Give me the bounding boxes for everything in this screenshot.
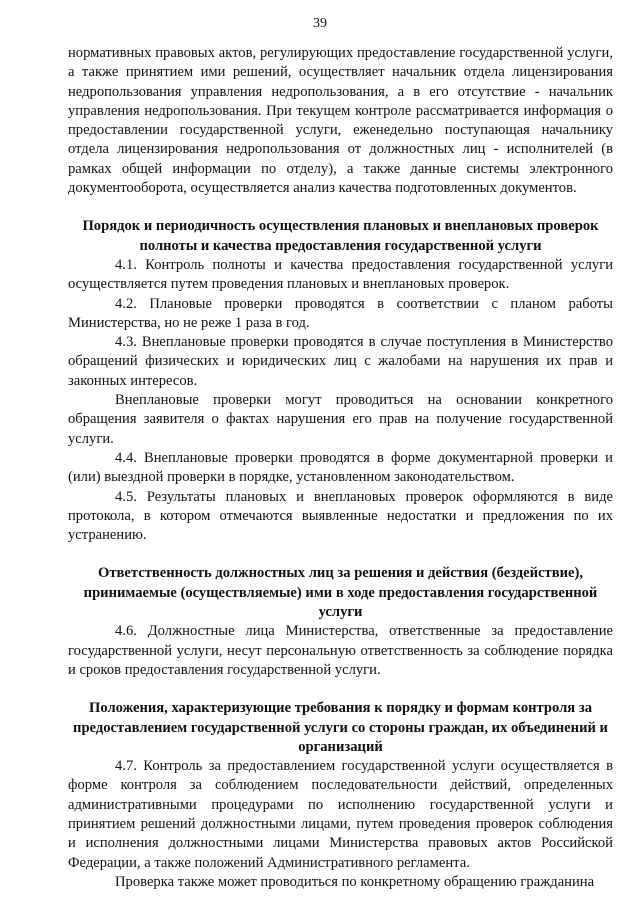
section-heading-responsibility: Ответственность должностных лиц за решения и действия (бездействие), принимаемые (осуществляемые) ими в ходе предоставления государственной услуги xyxy=(83,565,598,621)
paragraph-4-1: 4.1. Контроль полноты и качества предоставления государственной услуги осуществляется путем проведения плановых и внеплановых проверок. xyxy=(68,256,613,293)
section-heading-inspections: Порядок и периодичность осуществления плановых и внеплановых проверок полноты и качества предоставления государственной услуги xyxy=(82,218,599,254)
paragraph-4-4: 4.4. Внеплановые проверки проводятся в форме документарной проверки и (или) выездной проверки в порядке, установленном законодательством. xyxy=(68,449,613,486)
page-number: 39 xyxy=(313,16,327,31)
opening-paragraph: нормативных правовых актов, регулирующих предоставление государственной услуги, а также принятием ими решений, осуществляет начальник отдела лицензирования недропользования управления недропользования, а в его отсутствие - начальник управления недропользования. При текущем контроле рассматривается информация о предоставлении государственной услуги, еженедельно поступающая начальнику отдела лицензирования недропользования от должностных лиц - исполнителей (в рамках общей информации по отделу), а также данные системы электронного документооборота, осуществляется анализ качества подготовленных документов. xyxy=(68,45,613,197)
section-heading-public-control: Положения, характеризующие требования к порядку и формам контроля за предоставлением государственной услуги со стороны граждан, их объединений и организаций xyxy=(73,700,608,755)
page-body xyxy=(68,44,613,892)
spacer xyxy=(68,198,613,217)
spacer xyxy=(68,545,613,564)
paragraph-4-2: 4.2. Плановые проверки проводятся в соответствии с планом работы Министерства, но не реже 1 раза в год. xyxy=(68,295,613,331)
paragraph-4-3: 4.3. Внеплановые проверки проводятся в случае поступления в Министерство обращений физических и юридических лиц с жалобами на нарушения их прав и законных интересов. xyxy=(68,334,613,389)
paragraph-citizen-inspection: Проверка также может проводиться по конкретному обращению гражданина xyxy=(115,873,595,890)
spacer xyxy=(68,680,613,699)
paragraph-unscheduled-basis: Внеплановые проверки могут проводиться на основании конкретного обращения заявителя о фактах нарушения его прав на получение государственной услуги. xyxy=(68,392,613,447)
paragraph-4-7: 4.7. Контроль за предоставлением государственной услуги осуществляется в форме контроля за соблюдением последовательности действий, определенных административными процедурами по исполнению государственной услуги и принятием решений должностными лицами, путем проведения проверок соблюдения и исполнения должностными лицами Министерства правовых актов Российской Федерации, а также положений Административного регламента. xyxy=(68,758,613,871)
paragraph-4-5: 4.5. Результаты плановых и внеплановых проверок оформляются в виде протокола, в котором отмечаются выявленные недостатки и предложения по их устранению. xyxy=(68,488,613,544)
paragraph-4-6: 4.6. Должностные лица Министерства, ответственные за предоставление государственной услуги, несут персональную ответственность за соблюдение порядка и сроков предоставления государственной услуги. xyxy=(68,623,613,678)
